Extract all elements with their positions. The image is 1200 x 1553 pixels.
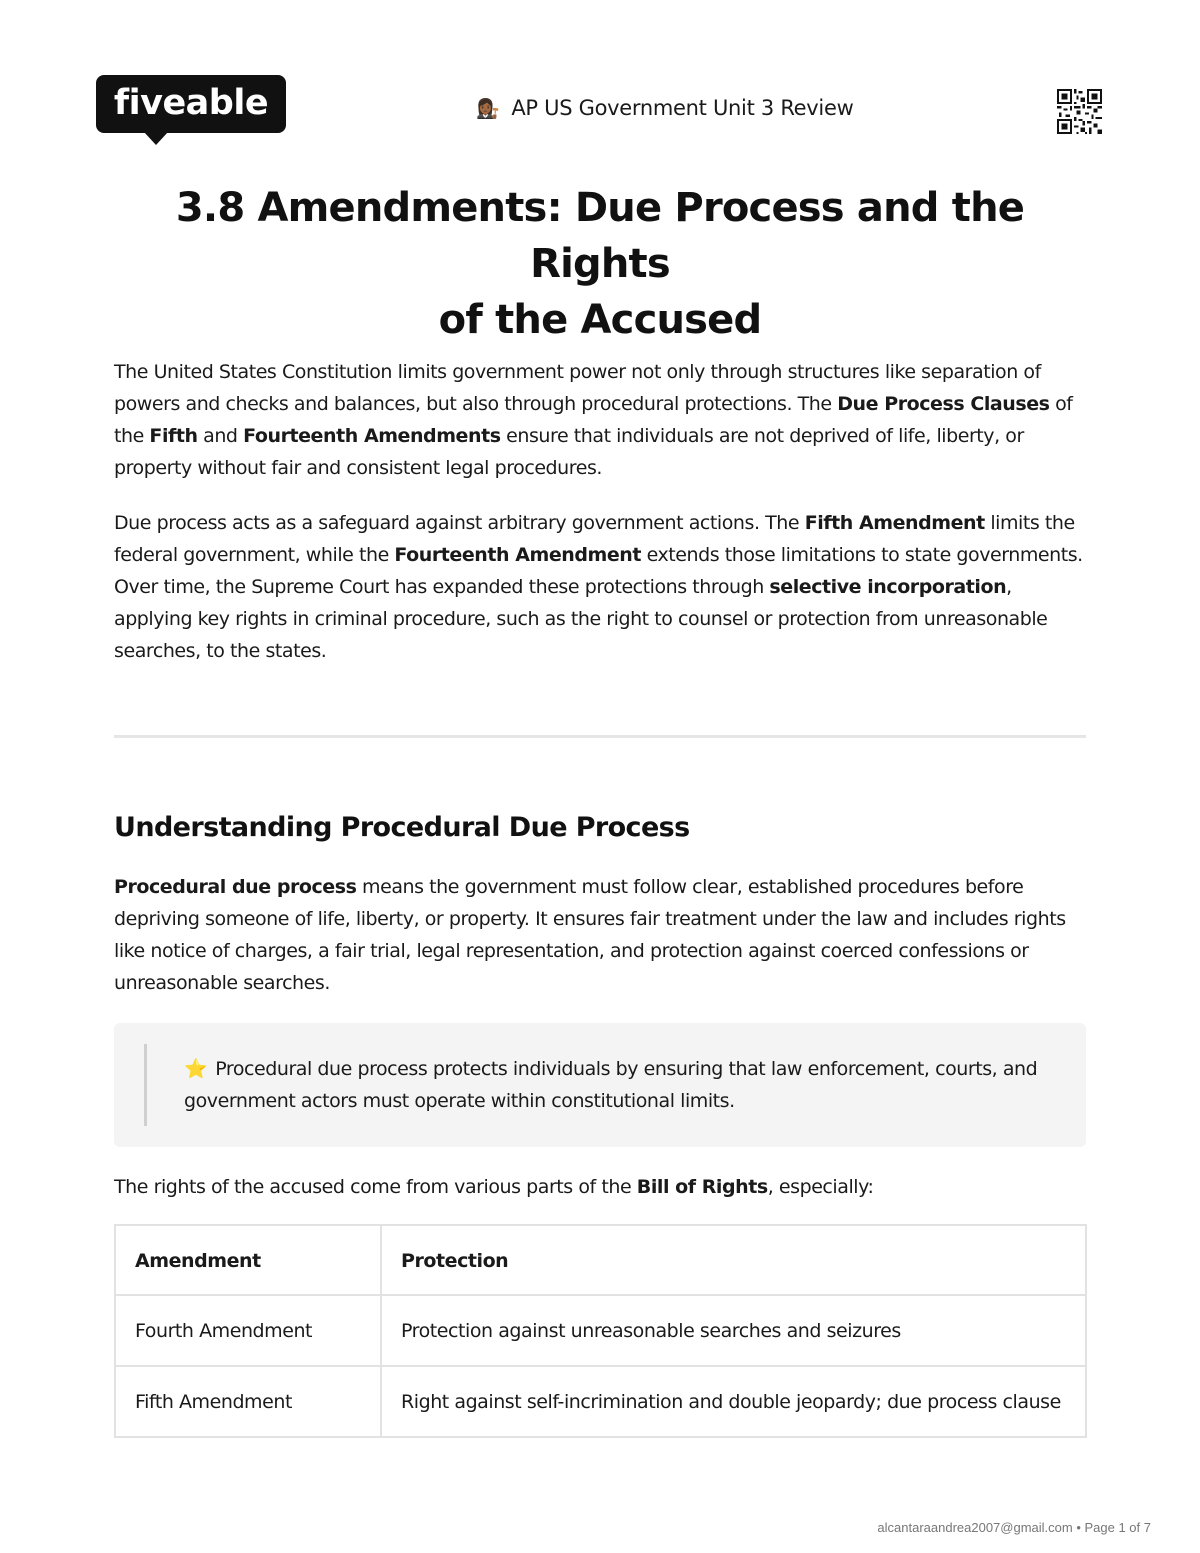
term-procedural-due-process: Procedural due process: [114, 876, 357, 898]
table-header-protection: Protection: [381, 1225, 1086, 1295]
logo-text: fiveable: [113, 83, 269, 123]
term-bill-of-rights: Bill of Rights: [636, 1176, 768, 1198]
section-paragraph: Procedural due process means the government must follow clear, established procedures before depriving someone of life, liberty, or property. It ensures fair treatment under the law and includes rights like notice of charges, a fair trial, legal representation, and protection against coerced confessions or unreasonable searches.: [114, 876, 1066, 994]
table-row: [115, 1366, 1086, 1437]
section-heading: Understanding Procedural Due Process: [114, 812, 690, 843]
term-fifth-amendment: Fifth Amendment: [804, 512, 985, 534]
term-selective-incorporation: selective incorporation: [769, 576, 1007, 598]
intro-paragraph-2: Due process acts as a safeguard against arbitrary government actions. The Fifth Amendment limits the federal government, while the Fourteenth Amendment extends those limitations to state governments. Over time, the Supreme Court has expanded these protections through selective incorporation, applying key rights in criminal procedure, such as the right to counsel or protection from unreasonable searches, to the states.: [114, 512, 1083, 662]
judge-emoji-icon: 👩🏾‍⚖️: [476, 98, 500, 120]
section-divider: [114, 735, 1086, 738]
star-icon: ⭐: [184, 1058, 208, 1080]
term-fourteenth-amendment: Fourteenth Amendment: [394, 544, 641, 566]
qr-code-icon[interactable]: [1057, 89, 1102, 134]
table-cell-amendment: Fourth Amendment: [115, 1295, 381, 1366]
term-fourteenth-amendments: Fourteenth Amendments: [243, 425, 501, 447]
unit-header: [476, 96, 853, 120]
intro-paragraph-1: The United States Constitution limits government power not only through structures like separation of powers and checks and balances, but also through procedural protections. The Due Process Clauses of the Fifth and Fourteenth Amendments ensure that individuals are not deprived of life, liberty, or property without fair and consistent legal procedures.: [114, 361, 1073, 479]
fiveable-logo[interactable]: [96, 75, 286, 133]
table-cell-protection: Right against self-incrimination and double jeopardy; due process clause: [381, 1366, 1086, 1437]
rights-intro: The rights of the accused come from various parts of the Bill of Rights, especially:: [114, 1176, 874, 1198]
callout-box: [114, 1023, 1086, 1147]
table-row: [115, 1295, 1086, 1366]
page-title-line-1: 3.8 Amendments: Due Process and the Rights: [175, 185, 1025, 287]
term-fifth: Fifth: [149, 425, 198, 447]
rights-table: [114, 1224, 1087, 1438]
page-title-line-2: of the Accused: [438, 297, 762, 343]
table-cell-amendment: Fifth Amendment: [115, 1366, 381, 1437]
page-footer: alcantaraandrea2007@gmail.com • Page 1 of 7: [877, 1520, 1151, 1535]
callout-bar: [144, 1044, 147, 1126]
unit-title: AP US Government Unit 3 Review: [511, 96, 854, 120]
term-due-process-clauses: Due Process Clauses: [837, 393, 1050, 415]
page-title: [100, 180, 1100, 348]
table-cell-protection: Protection against unreasonable searches and seizures: [381, 1295, 1086, 1366]
table-header-row: [115, 1225, 1086, 1295]
table-header-amendment: Amendment: [115, 1225, 381, 1295]
callout-text: ⭐ Procedural due process protects individuals by ensuring that law enforcement, courts, and government actors must operate within constitutional limits.: [184, 1058, 1038, 1112]
